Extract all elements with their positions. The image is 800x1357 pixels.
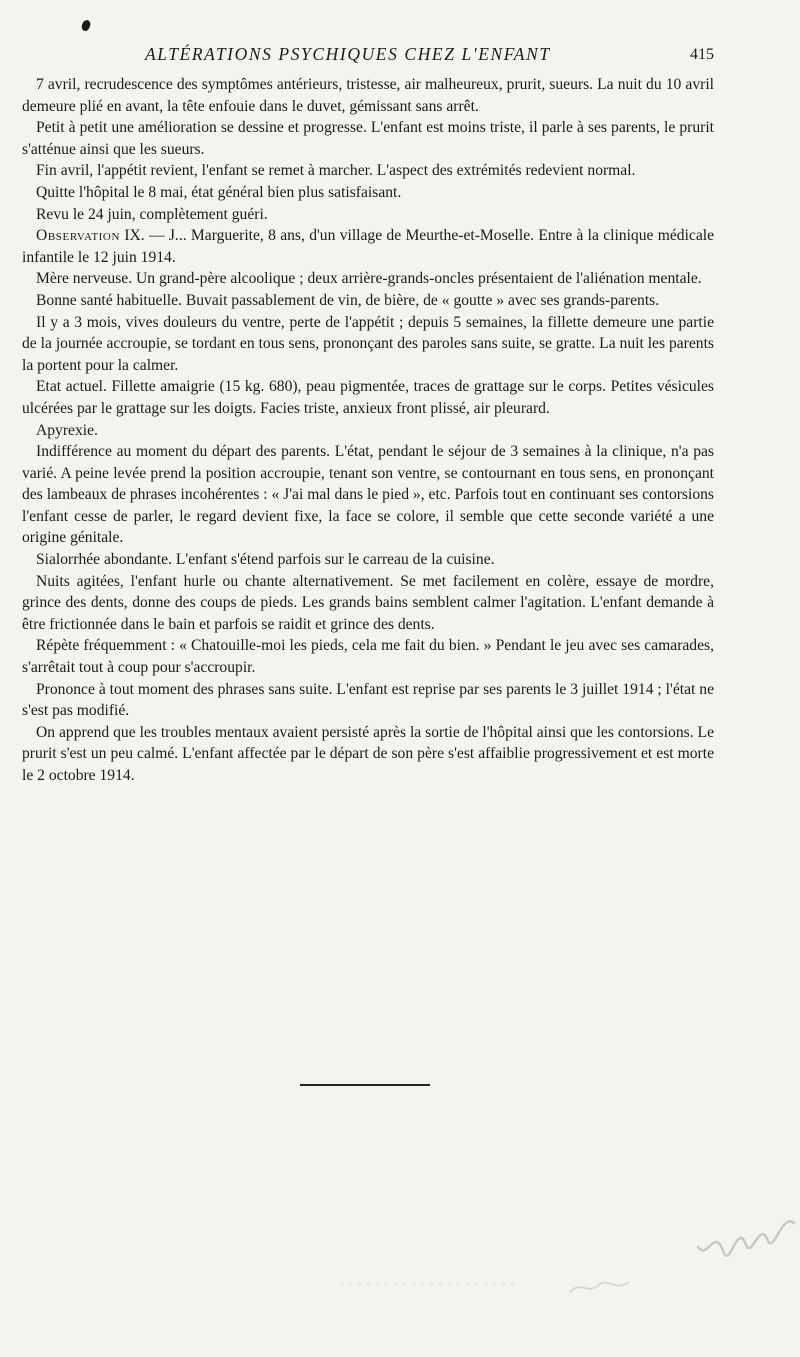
- paragraph: Prononce à tout moment des phrases sans suite. L'enfant est reprise par ses parents le 3 juillet 1914 ; l'état ne s'est pas modifié.: [22, 680, 714, 720]
- paragraph: Quitte l'hôpital le 8 mai, état général bien plus satisfaisant.: [36, 183, 402, 201]
- pencil-scribble-mark: [690, 1195, 800, 1275]
- ink-blot-mark: [80, 19, 92, 32]
- paragraph: Petit à petit une amélioration se dessine et progresse. L'enfant est moins triste, il parle à ses parents, le prurit s'atténue ainsi que les sueurs.: [22, 119, 714, 158]
- paragraph: Répète fréquemment : « Chatouille-moi les pieds, cela me fait du bien. » Pendant le jeu avec ses camarades, s'arrêtait tout à coup pour s'accroupir.: [22, 637, 714, 677]
- body-text: [22, 74, 714, 787]
- paragraph: Fin avril, l'appétit revient, l'enfant se remet à marcher. L'aspect des extrémités redevient normal.: [36, 162, 636, 180]
- paragraph: Sialorrhée abondante. L'enfant s'étend parfois sur le carreau de la cuisine.: [36, 551, 495, 569]
- observation-label: Observation: [36, 227, 121, 245]
- paragraph: Nuits agitées, l'enfant hurle ou chante alternativement. Se met facilement en colère, essaye de mordre, grince des dents, donne des coups de pieds. Les grands bains semblent calmer l'agitation. L'enfant demande à être frictionnée dans le bain et parfois se raidit et grince des dents.: [22, 572, 714, 633]
- paragraph: Il y a 3 mois, vives douleurs du ventre, perte de l'appétit ; depuis 5 semaines, la fillette demeure une partie de la journée accroupie, se tordant en tous sens, prononçant des paroles sans suite, se gratte. La nuit les parents la portent pour la calmer.: [22, 313, 714, 374]
- paragraph: Indifférence au moment du départ des parents. L'état, pendant le séjour de 3 semaines à la clinique, n'a pas varié. A peine levée prend la position accroupie, tenant son ventre, se contournant en tous sens, en prononçant des lambeaux de phrases incohérentes : « J'ai mal dans le pied », etc. Parfois tout en continuant ses contorsions l'enfant cesse de parler, le regard devient fixe, la face se colore, il semble que cette seconde variété a une origine génitale.: [22, 443, 714, 547]
- running-title: ALTÉRATIONS PSYCHIQUES CHEZ L'ENFANT: [145, 44, 551, 64]
- paragraph: Mère nerveuse. Un grand-père alcoolique ; deux arrière-grands-oncles présentaient de l'aliénation mentale.: [36, 270, 702, 288]
- paragraph: Apyrexie.: [36, 421, 98, 439]
- observation-paragraph: [22, 225, 714, 268]
- page-number: 415: [690, 46, 714, 63]
- observation-text: IX. — J... Marguerite, 8 ans, d'un village de Meurthe-et-Moselle. Entre à la clinique médicale infantile le 12 juin 1914.: [22, 227, 714, 266]
- paragraph: Etat actuel. Fillette amaigrie (15 kg. 680), peau pigmentée, traces de grattage sur le corps. Petites vésicules ulcérées par le grattage sur les doigts. Facies triste, anxieux front plissé, air pleurard.: [22, 378, 714, 417]
- paragraph: On apprend que les troubles mentaux avaient persisté après la sortie de l'hôpital ainsi que les contorsions. Le prurit s'est un peu calmé. L'enfant affectée par le départ de son père s'est affaiblie progressivement et est morte le 2 octobre 1914.: [22, 723, 714, 784]
- paragraph: 7 avril, recrudescence des symptômes antérieurs, tristesse, air malheureux, prurit, sueurs. La nuit du 10 avril demeure plié en avant, la tête enfouie dans le duvet, gémissant sans arrêt.: [22, 76, 714, 115]
- section-end-rule: [300, 1084, 430, 1086]
- faint-pencil-marks: [320, 1270, 680, 1300]
- paragraph: Bonne santé habituelle. Buvait passablement de vin, de bière, de « goutte » avec ses grands-parents.: [36, 291, 660, 309]
- running-header: [0, 44, 800, 68]
- paragraph: Revu le 24 juin, complètement guéri.: [36, 205, 268, 223]
